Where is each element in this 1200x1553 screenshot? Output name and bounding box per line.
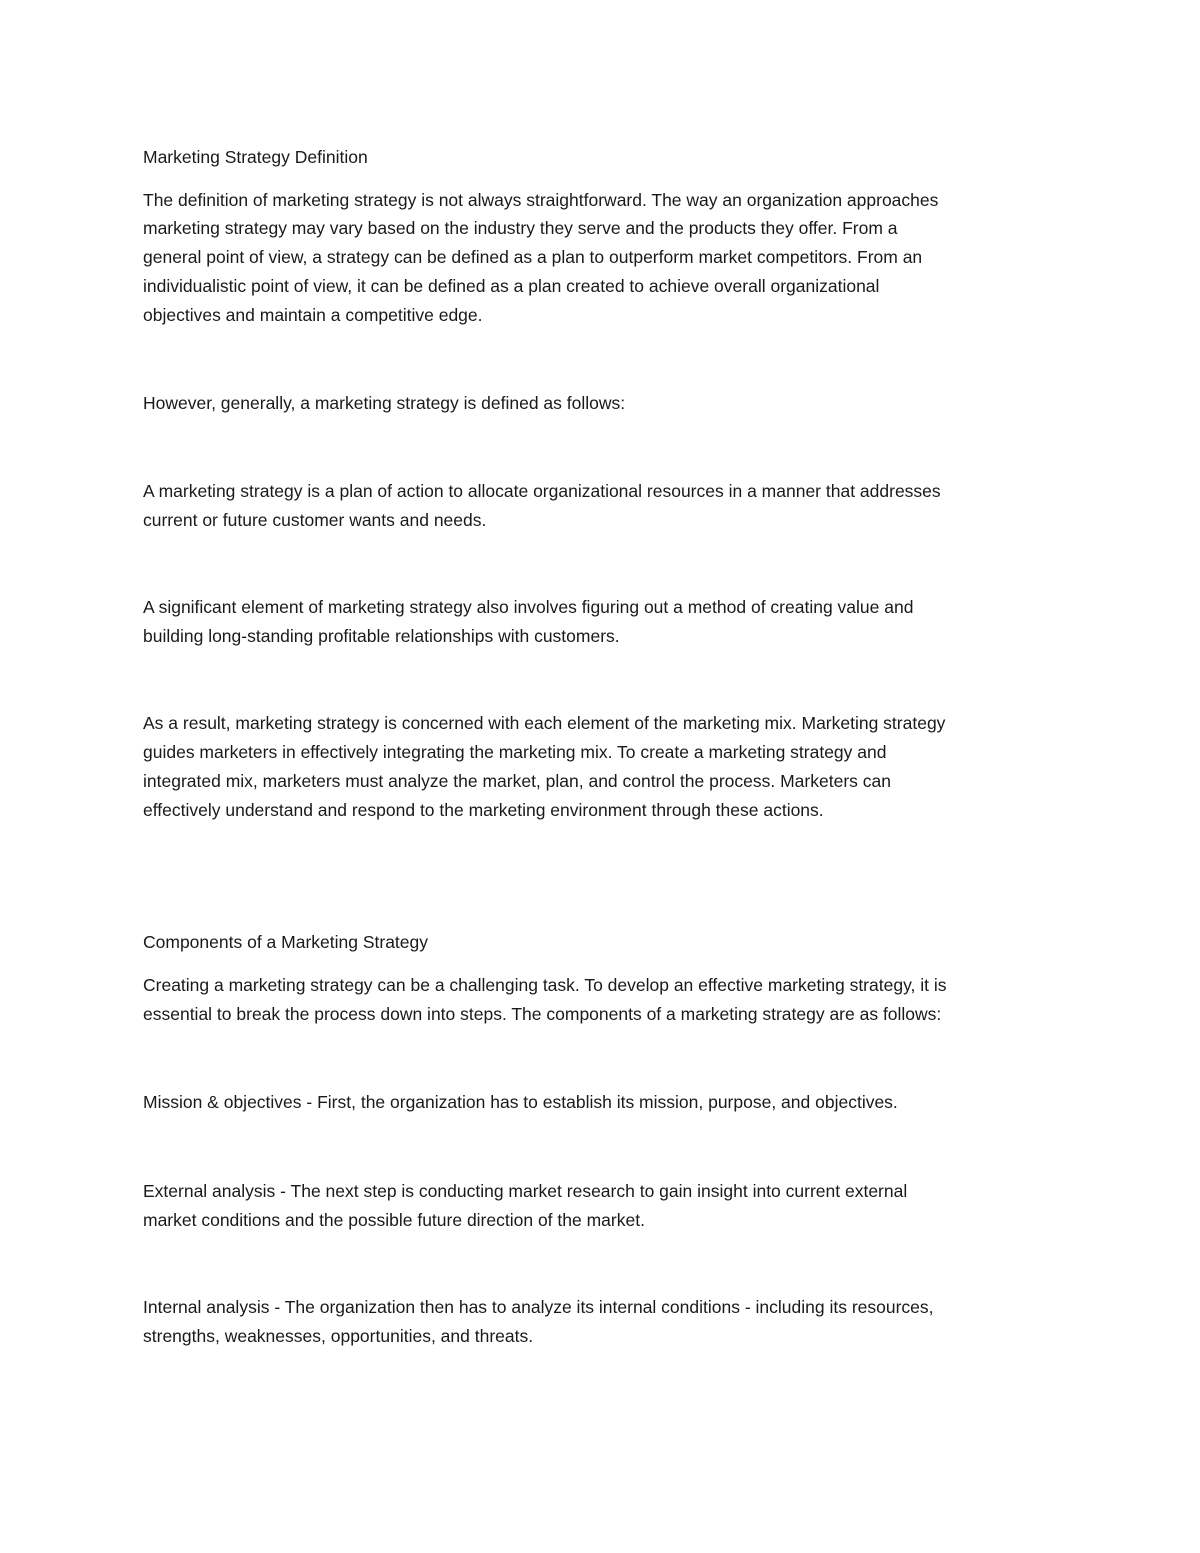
intro-line-3: general point of view, a strategy can be defined as a plan to outperform market competitors. From an xyxy=(143,247,923,267)
result-line-2: guides marketers in effectively integrating the marketing mix. To create a marketing strategy and xyxy=(143,742,887,762)
result-line-1: As a result, marketing strategy is concerned with each element of the marketing mix. Marketing strategy xyxy=(143,713,946,733)
result-line-3: integrated mix, marketers must analyze the market, plan, and control the process. Marketers can xyxy=(143,771,891,791)
however-line: However, generally, a marketing strategy is defined as follows: xyxy=(143,393,626,413)
external-line-1: External analysis - The next step is conducting market research to gain insight into current external xyxy=(143,1181,908,1201)
internal-line-2: strengths, weaknesses, opportunities, and threats. xyxy=(143,1326,534,1346)
section-heading-definition: Marketing Strategy Definition xyxy=(143,147,368,167)
result-line-4: effectively understand and respond to the marketing environment through these actions. xyxy=(143,800,824,820)
mission-line: Mission & objectives - First, the organization has to establish its mission, purpose, and objectives. xyxy=(143,1092,898,1112)
intro-line-5: objectives and maintain a competitive edge. xyxy=(143,305,483,325)
intro-line-4: individualistic point of view, it can be defined as a plan created to achieve overall organizational xyxy=(143,276,880,296)
section-heading-components: Components of a Marketing Strategy xyxy=(143,932,429,952)
internal-line-1: Internal analysis - The organization then has to analyze its internal conditions - including its resources, xyxy=(143,1297,934,1317)
definition-line-1: A marketing strategy is a plan of action to allocate organizational resources in a manner that addresses xyxy=(143,481,941,501)
significant-line-1: A significant element of marketing strategy also involves figuring out a method of creating value and xyxy=(143,597,914,617)
definition-line-2: current or future customer wants and needs. xyxy=(143,510,487,530)
components-intro-line-1: Creating a marketing strategy can be a challenging task. To develop an effective marketing strategy, it is xyxy=(143,975,947,995)
intro-line-2: marketing strategy may vary based on the industry they serve and the products they offer. From a xyxy=(143,218,898,238)
components-intro-line-2: essential to break the process down into steps. The components of a marketing strategy are as follows: xyxy=(143,1004,942,1024)
significant-line-2: building long-standing profitable relationships with customers. xyxy=(143,626,620,646)
intro-line-1: The definition of marketing strategy is not always straightforward. The way an organization approaches xyxy=(143,190,939,210)
external-line-2: market conditions and the possible future direction of the market. xyxy=(143,1210,645,1230)
